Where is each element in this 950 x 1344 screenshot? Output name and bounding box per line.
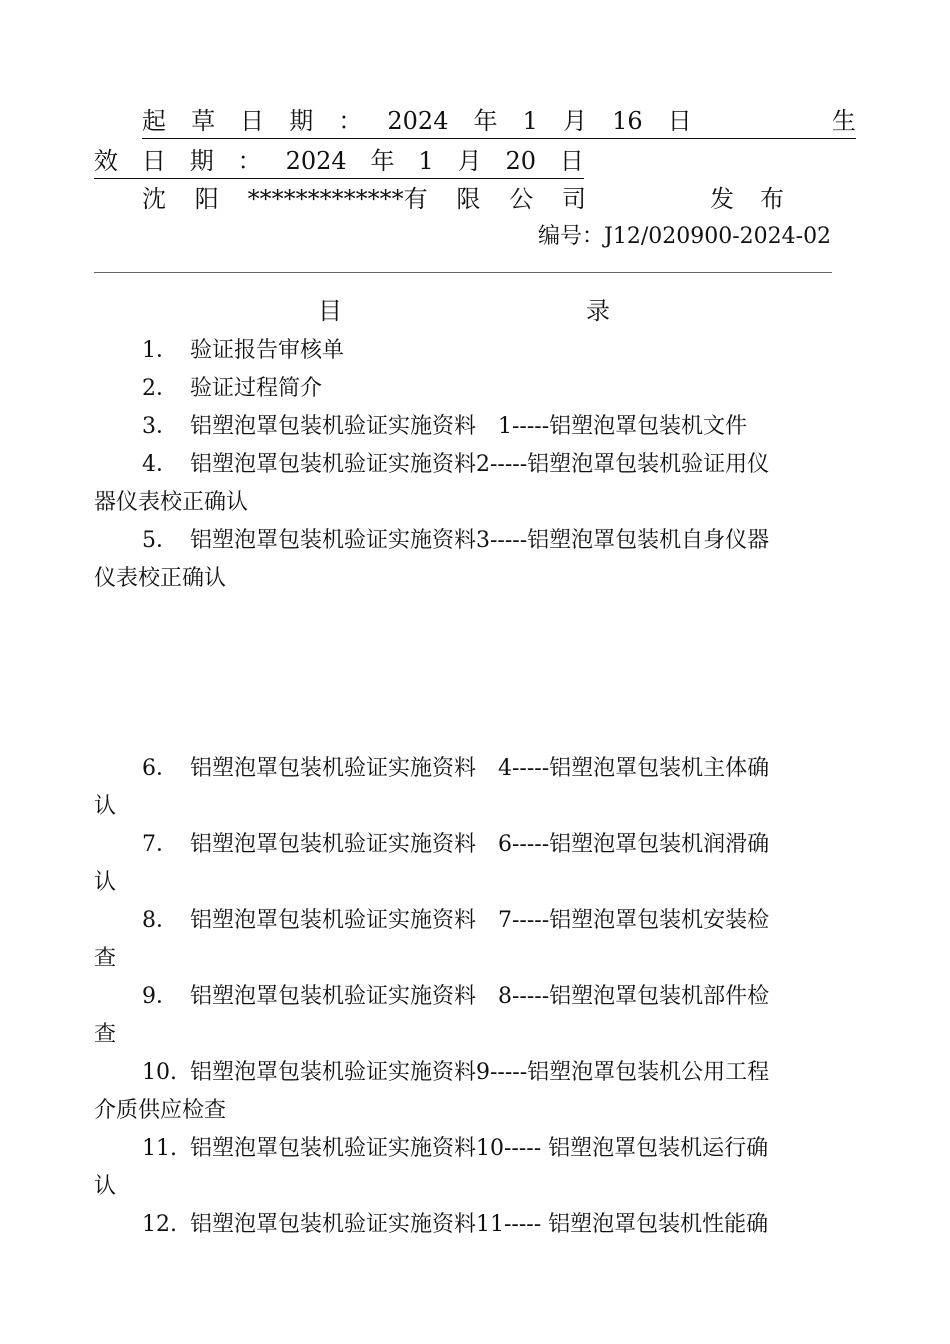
header-divider <box>94 272 832 273</box>
effective-date-char: 月 <box>457 147 482 175</box>
toc-item-number: 12. <box>142 1212 177 1237</box>
draft-date-char: 草 <box>191 107 216 135</box>
effective-date-char: 年 <box>370 147 395 175</box>
draft-date-char: ： <box>338 107 363 135</box>
company-char: 沈 <box>142 185 166 213</box>
toc-item-text: 验证过程简介 <box>190 376 323 401</box>
toc-item-text: 铝塑泡罩包装机验证实施资料 6-----铝塑泡罩包装机润滑确 <box>190 832 770 857</box>
toc-item-text: 铝塑泡罩包装机验证实施资料3-----铝塑泡罩包装机自身仪器 <box>190 528 770 553</box>
draft-date-line <box>142 106 856 139</box>
toc-item-text: 铝塑泡罩包装机验证实施资料 8-----铝塑泡罩包装机部件检 <box>190 984 770 1009</box>
company-char: *************有 <box>247 185 428 213</box>
toc-item-8-continuation: 查 <box>94 946 117 971</box>
company-char: 司 <box>561 185 586 213</box>
effective-date-year: 2024 <box>285 147 347 175</box>
toc-item-9 <box>142 982 769 1012</box>
draft-date-gap <box>717 106 807 136</box>
draft-date-year: 2024 <box>387 107 449 135</box>
publish-char: 发 <box>710 185 734 213</box>
toc-item-number: 8． <box>142 908 178 933</box>
effective-date-char: 日 <box>141 147 166 175</box>
draft-date-char: 日 <box>240 107 265 135</box>
toc-item-11-continuation: 认 <box>94 1174 117 1199</box>
toc-item-text: 验证报告审核单 <box>190 338 345 363</box>
toc-item-number: 2． <box>142 376 178 401</box>
effective-date-char: 期 <box>189 147 214 175</box>
toc-item-6-continuation: 认 <box>94 794 117 819</box>
draft-date-char: 生 <box>831 107 856 135</box>
effective-date-line <box>94 146 584 179</box>
toc-item-number: 9． <box>142 984 178 1009</box>
toc-item-number: 5． <box>142 528 178 553</box>
toc-item-number: 4． <box>142 452 178 477</box>
toc-item-number: 10. <box>142 1060 177 1085</box>
toc-item-number: 1． <box>142 338 178 363</box>
draft-date-day: 16 <box>612 107 643 135</box>
effective-date-char: ： <box>237 147 262 175</box>
publish-char: 布 <box>760 185 784 213</box>
toc-item-7-continuation: 认 <box>94 870 117 895</box>
toc-item-6 <box>142 754 769 784</box>
toc-item-12 <box>142 1210 768 1240</box>
toc-item-text: 铝塑泡罩包装机验证实施资料 1-----铝塑泡罩包装机文件 <box>190 414 748 439</box>
toc-item-text: 铝塑泡罩包装机验证实施资料2-----铝塑泡罩包装机验证用仪 <box>190 452 770 477</box>
effective-date-month: 1 <box>418 147 434 175</box>
toc-item-10 <box>142 1058 769 1088</box>
toc-item-text: 铝塑泡罩包装机验证实施资料 7-----铝塑泡罩包装机安装检 <box>190 908 770 933</box>
toc-item-number: 3． <box>142 414 178 439</box>
toc-item-10-continuation: 介质供应检查 <box>94 1098 227 1123</box>
toc-title-right: 录 <box>586 297 610 325</box>
effective-date-char: 效 <box>94 147 118 175</box>
draft-date-char: 起 <box>142 107 166 135</box>
toc-item-8 <box>142 906 769 936</box>
draft-date-char: 期 <box>289 107 314 135</box>
document-number: 编号：J12/020900-2024-02 <box>538 224 832 249</box>
company-char: 公 <box>509 185 534 213</box>
draft-date-char: 月 <box>562 107 587 135</box>
toc-item-4 <box>142 450 769 480</box>
company-char: 限 <box>456 185 481 213</box>
toc-item-11 <box>142 1134 768 1164</box>
toc-item-text: 铝塑泡罩包装机验证实施资料 4-----铝塑泡罩包装机主体确 <box>190 756 770 781</box>
toc-item-9-continuation: 查 <box>94 1022 117 1047</box>
publish-label <box>710 184 784 214</box>
toc-item-4-continuation: 器仪表校正确认 <box>94 490 249 515</box>
effective-date-char: 日 <box>559 147 584 175</box>
company-name <box>142 184 586 214</box>
draft-date-char: 年 <box>473 107 498 135</box>
toc-item-number: 7． <box>142 832 178 857</box>
toc-item-2 <box>142 374 322 404</box>
toc-item-number: 11. <box>142 1136 177 1161</box>
draft-date-month: 1 <box>522 107 538 135</box>
toc-title-left: 目 <box>318 297 342 325</box>
toc-item-3 <box>142 412 747 442</box>
draft-date-char: 日 <box>667 107 692 135</box>
toc-item-7 <box>142 830 769 860</box>
toc-item-text: 铝塑泡罩包装机验证实施资料9-----铝塑泡罩包装机公用工程 <box>190 1060 770 1085</box>
toc-item-5-continuation: 仪表校正确认 <box>94 566 227 591</box>
effective-date-day: 20 <box>505 147 537 175</box>
toc-item-1 <box>142 336 344 366</box>
company-char: 阳 <box>194 185 219 213</box>
toc-item-5 <box>142 526 769 556</box>
toc-item-text: 铝塑泡罩包装机验证实施资料10----- 铝塑泡罩包装机运行确 <box>190 1136 769 1161</box>
toc-item-number: 6． <box>142 756 178 781</box>
toc-item-text: 铝塑泡罩包装机验证实施资料11----- 铝塑泡罩包装机性能确 <box>190 1212 769 1237</box>
